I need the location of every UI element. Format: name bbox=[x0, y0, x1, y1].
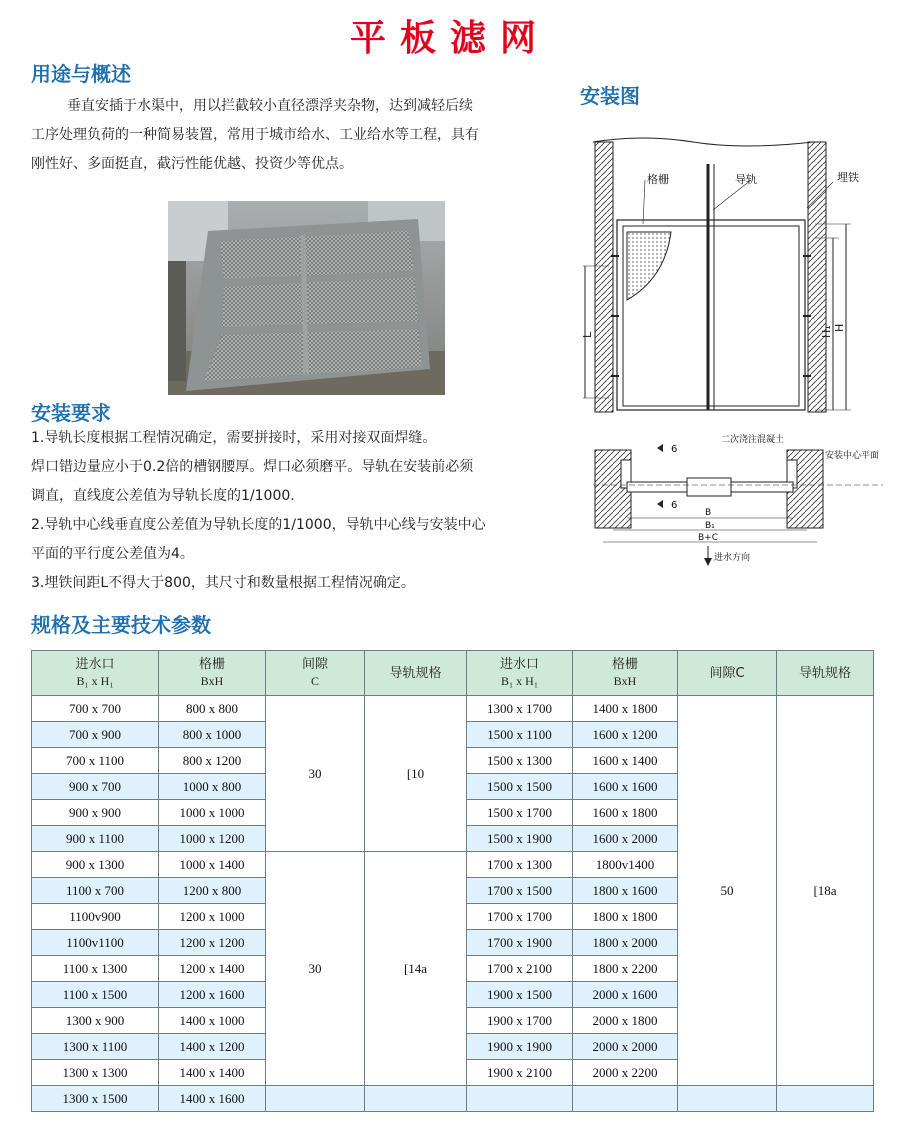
label-B: B bbox=[705, 508, 712, 518]
table-cell: 1600 x 1800 bbox=[573, 800, 678, 826]
table-cell: 1000 x 1400 bbox=[159, 852, 266, 878]
table-cell: 1800 x 2200 bbox=[573, 956, 678, 982]
label-weld-bottom: 6 bbox=[671, 500, 678, 511]
table-cell: 1900 x 1900 bbox=[467, 1034, 573, 1060]
table-cell: 1700 x 1500 bbox=[467, 878, 573, 904]
install-req-heading: 安装要求 bbox=[31, 401, 111, 425]
table-header-row bbox=[32, 651, 874, 696]
table-cell: 900 x 1300 bbox=[32, 852, 159, 878]
table-row bbox=[32, 1086, 874, 1112]
table-cell: 1200 x 1000 bbox=[159, 904, 266, 930]
overview-line: 工序处理负荷的一种简易装置，常用于城市给水、工业给水等工程，具有 bbox=[31, 127, 479, 143]
table-cell bbox=[365, 1086, 467, 1112]
label-H1: H₁ bbox=[820, 325, 833, 338]
table-cell: 1700 x 1300 bbox=[467, 852, 573, 878]
label-plane: 安装中心平面 bbox=[825, 451, 880, 461]
table-cell: 900 x 700 bbox=[32, 774, 159, 800]
gap-cell: 50 bbox=[678, 696, 777, 1086]
install-diagram-heading: 安装图 bbox=[580, 84, 640, 108]
table-cell: 1700 x 2100 bbox=[467, 956, 573, 982]
table-cell bbox=[777, 1086, 874, 1112]
table-cell: 700 x 900 bbox=[32, 722, 159, 748]
rail-cell: [14a bbox=[365, 852, 467, 1086]
table-cell: 700 x 700 bbox=[32, 696, 159, 722]
table-cell: 1300 x 1700 bbox=[467, 696, 573, 722]
header-cell: 间隙 C bbox=[266, 651, 365, 696]
table-cell: 800 x 800 bbox=[159, 696, 266, 722]
table-cell: 1200 x 1200 bbox=[159, 930, 266, 956]
header-cell: 导轨规格 bbox=[777, 651, 874, 696]
table-cell: 1000 x 1200 bbox=[159, 826, 266, 852]
table-body bbox=[32, 696, 874, 1112]
table-cell: 1500 x 1700 bbox=[467, 800, 573, 826]
table-cell: 1600 x 1600 bbox=[573, 774, 678, 800]
table-cell: 1700 x 1700 bbox=[467, 904, 573, 930]
table-cell bbox=[678, 1086, 777, 1112]
table-cell: 1100v900 bbox=[32, 904, 159, 930]
page-title: 平板滤网 bbox=[349, 18, 550, 59]
req-line: 平面的平行度公差值为4。 bbox=[31, 546, 194, 562]
spec-heading: 规格及主要技术参数 bbox=[31, 613, 211, 637]
table-cell: 1800 x 2000 bbox=[573, 930, 678, 956]
table-cell: 1500 x 1100 bbox=[467, 722, 573, 748]
table-cell: 800 x 1000 bbox=[159, 722, 266, 748]
table-cell: 1100 x 1300 bbox=[32, 956, 159, 982]
table-cell: 700 x 1100 bbox=[32, 748, 159, 774]
installation-diagram bbox=[583, 128, 895, 578]
table-cell: 2000 x 1600 bbox=[573, 982, 678, 1008]
table-cell: 1800 x 1800 bbox=[573, 904, 678, 930]
table-cell: 1100v1100 bbox=[32, 930, 159, 956]
label-L: L bbox=[581, 331, 594, 338]
overview-line: 垂直安插于水渠中，用以拦截较小直径漂浮夹杂物，达到减轻后续 bbox=[67, 98, 473, 114]
table-cell bbox=[573, 1086, 678, 1112]
label-B1: B₁ bbox=[705, 521, 715, 531]
header-cell: 进水口 B₁ x H₁ bbox=[32, 651, 159, 696]
header-cell: 进水口 B₁ x H₁ bbox=[467, 651, 573, 696]
header-cell: 格栅 BxH bbox=[573, 651, 678, 696]
table-cell: 1800v1400 bbox=[573, 852, 678, 878]
table-cell: 900 x 1100 bbox=[32, 826, 159, 852]
install-req-text bbox=[31, 424, 571, 598]
label-concrete: 二次浇注混凝土 bbox=[721, 435, 785, 445]
req-line: 1.导轨长度根据工程情况确定，需要拼接时，采用对接双面焊缝。 bbox=[31, 430, 437, 446]
table-cell: 1900 x 1500 bbox=[467, 982, 573, 1008]
table-cell: 2000 x 1800 bbox=[573, 1008, 678, 1034]
rail-cell: [10 bbox=[365, 696, 467, 852]
table-cell: 1200 x 1400 bbox=[159, 956, 266, 982]
header-cell: 格栅 BxH bbox=[159, 651, 266, 696]
label-rail: 导轨 bbox=[735, 173, 757, 186]
req-line: 3.埋铁间距L不得大于800，其尺寸和数量根据工程情况确定。 bbox=[31, 575, 415, 591]
table-cell: 1000 x 1000 bbox=[159, 800, 266, 826]
table-cell: 1100 x 700 bbox=[32, 878, 159, 904]
label-flow: 进水方向 bbox=[714, 553, 751, 563]
table-cell: 1900 x 2100 bbox=[467, 1060, 573, 1086]
installation-drawing bbox=[583, 128, 895, 578]
table-cell: 1300 x 1300 bbox=[32, 1060, 159, 1086]
table-cell bbox=[266, 1086, 365, 1112]
table-cell: 1500 x 1500 bbox=[467, 774, 573, 800]
table-cell: 1700 x 1900 bbox=[467, 930, 573, 956]
gap-cell: 30 bbox=[266, 696, 365, 852]
label-BC: B+C bbox=[698, 533, 718, 543]
table-cell: 1100 x 1500 bbox=[32, 982, 159, 1008]
table-cell: 1000 x 800 bbox=[159, 774, 266, 800]
table-cell: 1200 x 1600 bbox=[159, 982, 266, 1008]
req-line: 调直，直线度公差值为导轨长度的1/1000. bbox=[31, 488, 295, 504]
label-H: H bbox=[833, 323, 846, 332]
table-cell: 1600 x 1400 bbox=[573, 748, 678, 774]
req-line: 2.导轨中心线垂直度公差值为导轨长度的1/1000，导轨中心线与安装中心 bbox=[31, 517, 486, 533]
label-weld-top: 6 bbox=[671, 444, 678, 455]
table-cell: 1500 x 1900 bbox=[467, 826, 573, 852]
table-cell: 1400 x 1000 bbox=[159, 1008, 266, 1034]
table-cell: 900 x 900 bbox=[32, 800, 159, 826]
table-cell: 2000 x 2000 bbox=[573, 1034, 678, 1060]
overview-line: 刚性好、多面挺直，截污性能优越、投资少等优点。 bbox=[31, 156, 353, 172]
gap-cell: 30 bbox=[266, 852, 365, 1086]
label-embed: 埋铁 bbox=[837, 171, 859, 184]
table-cell bbox=[467, 1086, 573, 1112]
spec-table bbox=[31, 650, 874, 1112]
product-photo bbox=[168, 201, 445, 395]
table-row bbox=[32, 696, 874, 722]
table-cell: 1400 x 1800 bbox=[573, 696, 678, 722]
table-cell: 1300 x 900 bbox=[32, 1008, 159, 1034]
rail-cell: [18a bbox=[777, 696, 874, 1086]
table-cell: 1900 x 1700 bbox=[467, 1008, 573, 1034]
table-cell: 1500 x 1300 bbox=[467, 748, 573, 774]
table-cell: 800 x 1200 bbox=[159, 748, 266, 774]
overview-text bbox=[31, 92, 551, 179]
table-cell: 1600 x 1200 bbox=[573, 722, 678, 748]
table-cell: 1400 x 1200 bbox=[159, 1034, 266, 1060]
table-cell: 2000 x 2200 bbox=[573, 1060, 678, 1086]
overview-heading: 用途与概述 bbox=[31, 62, 131, 86]
req-line: 焊口错边量应小于0.2倍的槽钢腰厚。焊口必须磨平。导轨在安装前必须 bbox=[31, 459, 474, 475]
table-cell: 1400 x 1400 bbox=[159, 1060, 266, 1086]
table-cell: 1400 x 1600 bbox=[159, 1086, 266, 1112]
header-cell: 间隙C bbox=[678, 651, 777, 696]
table-cell: 1300 x 1500 bbox=[32, 1086, 159, 1112]
table-cell: 1800 x 1600 bbox=[573, 878, 678, 904]
table-cell: 1600 x 2000 bbox=[573, 826, 678, 852]
table-cell: 1300 x 1100 bbox=[32, 1034, 159, 1060]
table-cell: 1200 x 800 bbox=[159, 878, 266, 904]
label-grid: 格栅 bbox=[647, 173, 669, 186]
filter-screen-photo bbox=[168, 201, 445, 395]
header-cell: 导轨规格 bbox=[365, 651, 467, 696]
